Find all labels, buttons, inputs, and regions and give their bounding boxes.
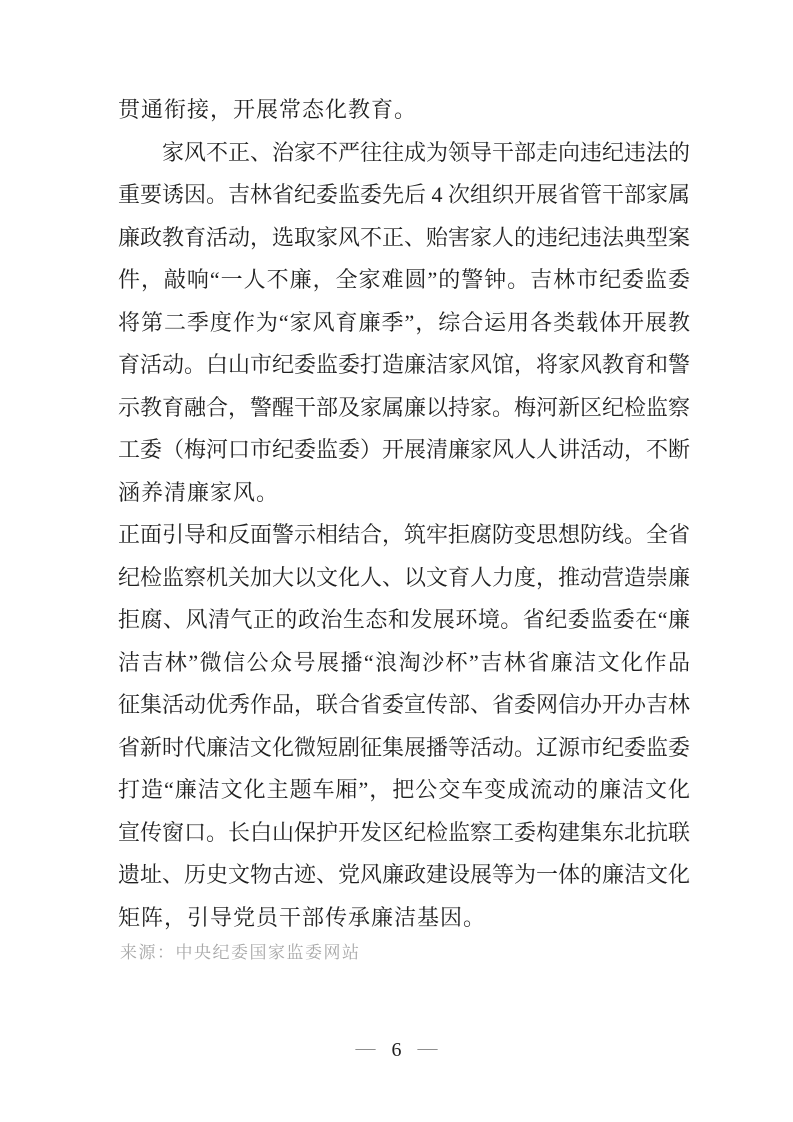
text-line: 贯通衔接，开展常态化教育。	[118, 97, 418, 122]
text-line: 件，敲响“一人不廉，全家难圆”的警钟。吉林市纪委监委	[118, 267, 690, 292]
text-line: 涵养清廉家风。	[118, 479, 280, 505]
text-line: 省新时代廉洁文化微短剧征集展播等活动。辽源市纪委监委	[118, 734, 691, 760]
text-line: 正面引导和反面警示相结合，筑牢拒腐防变思想防线。全省	[118, 522, 691, 547]
text-line: 矩阵，引导党员干部传承廉洁基因。	[118, 904, 487, 930]
text-line: 拒腐、风清气正的政治生态和发展环境。省纪委监委在“廉	[118, 607, 690, 632]
text-line: 育活动。白山市纪委监委打造廉洁家风馆，将家风教育和警	[118, 352, 691, 377]
document-body	[118, 89, 690, 939]
page-footer	[0, 1038, 793, 1062]
text-line: 示教育融合，警醒干部及家属廉以持家。梅河新区纪检监察	[118, 394, 691, 420]
text-line: 征集活动优秀作品，联合省委宣传部、省委网信办开办吉林	[118, 692, 691, 717]
footer-right-dash: —	[417, 1037, 438, 1059]
text-line: 廉政教育活动，选取家风不正、贻害家人的违纪违法典型案	[118, 224, 691, 250]
text-line: 家风不正、治家不严往往成为领导干部走向违纪违法的	[162, 139, 691, 165]
page-number: 6	[391, 1039, 402, 1061]
text-line: 打造“廉洁文化主题车厢”，把公交车变成流动的廉洁文化	[118, 777, 690, 802]
text-line: 洁吉林”微信公众号展播“浪淘沙杯”吉林省廉洁文化作品	[118, 649, 690, 675]
text-line: 将第二季度作为“家风育廉季”，综合运用各类载体开展教	[118, 309, 690, 335]
text-line: 宣传窗口。长白山保护开发区纪检监察工委构建集东北抗联	[118, 819, 691, 845]
footer-left-dash: —	[355, 1037, 376, 1059]
text-line: 重要诱因。吉林省纪委监委先后 4 次组织开展省管干部家属	[118, 182, 691, 207]
text-line: 纪检监察机关加大以文化人、以文育人力度，推动营造崇廉	[118, 564, 691, 590]
source-attribution: 来源：中央纪委国家监委网站	[120, 943, 361, 962]
text-line: 遗址、历史文物古迹、党风廉政建设展等为一体的廉洁文化	[118, 862, 691, 887]
text-line: 工委（梅河口市纪委监委）开展清廉家风人人讲活动，不断	[118, 437, 691, 462]
